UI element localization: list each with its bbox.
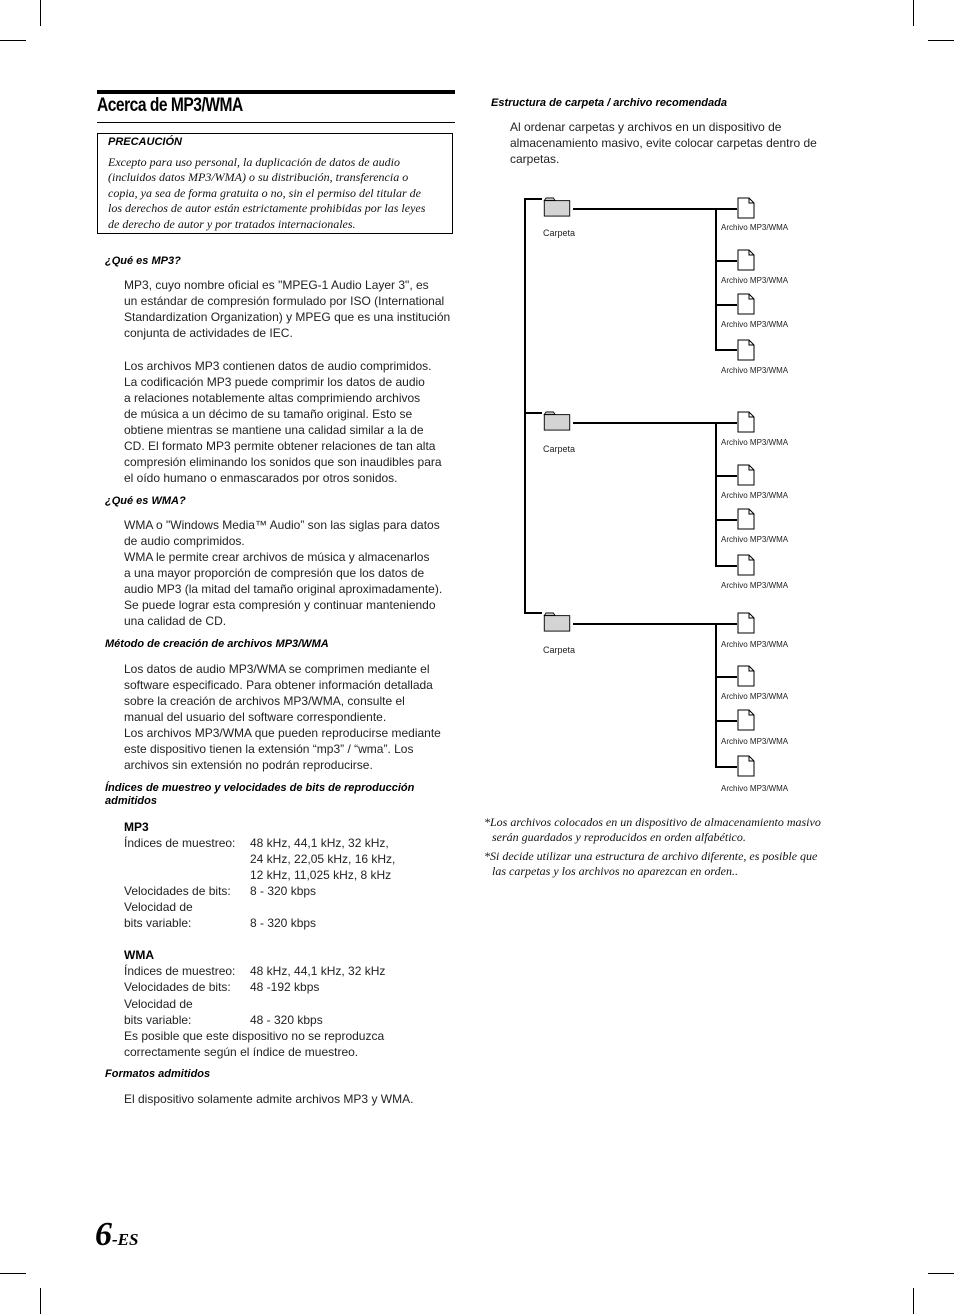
caution-line: los derechos de autor están estrictamente prohibidas por las leyes	[108, 201, 426, 216]
folder-structure-heading: Estructura de carpeta / archivo recomendada	[491, 97, 727, 109]
file-label: Archivo MP3/WMA	[721, 366, 789, 375]
crop-mark	[913, 0, 914, 26]
file-label: Archivo MP3/WMA	[721, 692, 789, 701]
text-line: Se puede lograr esta compresión y continuar manteniendo	[124, 598, 436, 612]
text-line: Al ordenar carpetas y archivos en un dispositivo de	[510, 120, 782, 134]
crop-mark	[928, 40, 954, 41]
text-line: Los datos de audio MP3/WMA se comprimen mediante el	[124, 662, 430, 676]
caution-heading: PRECAUCIÓN	[108, 136, 182, 148]
note-structure	[484, 849, 864, 879]
text-line: este dispositivo tienen la extensión “mp3” / “wma”. Los	[124, 742, 414, 756]
text-line: de música a un décimo de su tamaño original. Esto se	[124, 407, 413, 421]
spec-label: Velocidades de bits:	[124, 884, 231, 898]
title-rule	[97, 122, 455, 123]
caution-text	[108, 155, 453, 232]
tree-connector	[524, 198, 542, 200]
text-line: Los archivos MP3 contienen datos de audio comprimidos.	[124, 359, 432, 373]
section-heading-wma: ¿Qué es WMA?	[105, 495, 186, 507]
tree-connector	[715, 565, 737, 567]
folder-structure-intro	[510, 119, 850, 167]
tree-connector	[715, 422, 737, 424]
page-number-suffix: -ES	[112, 1230, 139, 1249]
text-line: WMA le permite crear archivos de música y almacenarlos	[124, 550, 430, 564]
spec-label: Índices de muestreo:	[124, 836, 236, 850]
text-line: CD. El formato MP3 permite obtener relaciones de tan alta	[124, 439, 436, 453]
heading-line: Índices de muestreo y velocidades de bits de reproducción	[105, 782, 415, 794]
spec-label: bits variable:	[124, 916, 192, 930]
note-line: Si decide utilizar una estructura de archivo diferente, es posible que	[490, 849, 818, 863]
folder-label: Carpeta	[543, 228, 576, 238]
text-line: La codificación MP3 puede comprimir los datos de audio	[124, 375, 425, 389]
tree-connector	[715, 720, 737, 722]
method-paragraph	[124, 661, 464, 773]
tree-connector	[715, 676, 737, 678]
text-line: de audio comprimidos.	[124, 534, 245, 548]
section-heading-method: Método de creación de archivos MP3/WMA	[105, 638, 329, 650]
crop-mark	[40, 0, 41, 26]
text-line: sobre la creación de archivos MP3/WMA, consulte el	[124, 694, 405, 708]
text-line: correctamente según el índice de muestreo.	[124, 1045, 359, 1059]
note-line: las carpetas y los archivos no aparezcan en orden..	[492, 864, 738, 878]
tree-connector	[715, 422, 717, 566]
page-number-digit: 6	[95, 1216, 112, 1253]
spec-value: 8 - 320 kbps	[250, 884, 317, 898]
tree-connector	[573, 422, 716, 424]
spec-value: 48 kHz, 44,1 kHz, 32 kHz,	[250, 836, 389, 850]
asterisk: *	[484, 849, 490, 863]
caution-line: Excepto para uso personal, la duplicación de datos de audio	[108, 155, 400, 169]
file-icon	[737, 709, 755, 731]
tree-connector	[715, 349, 737, 351]
note-line: Los archivos colocados en un dispositivo de almacenamiento masivo	[490, 815, 821, 829]
text-line: a una mayor proporción de compresión que los datos de	[124, 566, 425, 580]
file-label: Archivo MP3/WMA	[721, 535, 789, 544]
file-label: Archivo MP3/WMA	[721, 737, 789, 746]
file-icon	[737, 755, 755, 777]
file-icon	[737, 554, 755, 576]
file-label: Archivo MP3/WMA	[721, 581, 789, 590]
file-icon	[737, 665, 755, 687]
tree-connector	[715, 475, 737, 477]
spec-label: Velocidad de	[124, 900, 193, 914]
file-icon	[737, 293, 755, 315]
note-line: serán guardados y reproducidos en orden alfabético.	[492, 830, 746, 844]
crop-mark	[913, 1288, 914, 1314]
folder-icon	[542, 197, 572, 217]
text-line: conjunta de actividades de IEC.	[124, 326, 293, 340]
note-alphabetical	[484, 815, 864, 845]
mp3-spec-label: MP3	[124, 820, 149, 834]
folder-label: Carpeta	[543, 645, 576, 655]
wma-rate-note	[124, 1028, 464, 1060]
tree-connector	[524, 612, 542, 614]
file-label: Archivo MP3/WMA	[721, 438, 789, 447]
file-icon	[737, 411, 755, 433]
spec-value: 8 - 320 kbps	[250, 916, 317, 930]
section-heading-mp3: ¿Qué es MP3?	[105, 255, 181, 267]
caution-line: de derecho de autor y por tratados internacionales.	[108, 216, 356, 231]
text-line: el oído humano o enmascarados por otros sonidos.	[124, 471, 398, 485]
spec-value: 48 -192 kbps	[250, 980, 320, 994]
asterisk: *	[484, 815, 490, 829]
folder-icon	[542, 612, 572, 632]
crop-mark	[928, 1273, 954, 1274]
file-label: Archivo MP3/WMA	[721, 223, 789, 232]
text-line: manual del usuario del software correspondiente.	[124, 710, 387, 724]
heading-line: admitidos	[105, 795, 157, 807]
tree-connector	[524, 198, 526, 614]
tree-connector	[715, 623, 717, 767]
spec-value: 48 - 320 kbps	[250, 1013, 323, 1027]
spec-value: 48 kHz, 44,1 kHz, 32 kHz	[250, 964, 386, 978]
file-label: Archivo MP3/WMA	[721, 784, 789, 793]
tree-connector	[715, 304, 737, 306]
spec-label: Índices de muestreo:	[124, 964, 236, 978]
text-line: almacenamiento masivo, evite colocar carpetas dentro de	[510, 136, 817, 150]
file-label: Archivo MP3/WMA	[721, 491, 789, 500]
page-title: Acerca de MP3/WMA	[97, 95, 243, 116]
title-rule	[97, 90, 455, 94]
spec-value: 24 kHz, 22,05 kHz, 16 kHz,	[250, 852, 396, 866]
crop-mark	[0, 1273, 26, 1274]
tree-connector	[573, 623, 716, 625]
section-heading-rates	[105, 782, 414, 808]
text-line: un estándar de compresión formulado por ISO (International	[124, 294, 445, 308]
file-icon	[737, 249, 755, 271]
text-line: archivos sin extensión no podrán reproducirse.	[124, 758, 373, 772]
file-label: Archivo MP3/WMA	[721, 640, 789, 649]
file-label: Archivo MP3/WMA	[721, 276, 789, 285]
file-icon	[737, 612, 755, 634]
section-heading-formats: Formatos admitidos	[105, 1068, 211, 1080]
tree-connector	[524, 412, 542, 414]
text-line: Standardization Organization) y MPEG que es una institución	[124, 310, 451, 324]
text-line: WMA o "Windows Media™ Audio” son las siglas para datos	[124, 518, 440, 532]
tree-connector	[715, 208, 737, 210]
wma-paragraph	[124, 517, 464, 629]
text-line: software especificado. Para obtener información detallada	[124, 678, 433, 692]
text-line: Es posible que este dispositivo no se reproduzca	[124, 1029, 385, 1043]
spec-label: bits variable:	[124, 1013, 192, 1027]
tree-connector	[715, 260, 737, 262]
file-label: Archivo MP3/WMA	[721, 320, 789, 329]
folder-label: Carpeta	[543, 444, 576, 454]
page-number	[95, 1216, 138, 1254]
spec-label: Velocidades de bits:	[124, 980, 231, 994]
file-icon	[737, 508, 755, 530]
tree-connector	[715, 623, 737, 625]
file-icon	[737, 464, 755, 486]
file-icon	[737, 339, 755, 361]
formats-paragraph: El dispositivo solamente admite archivos MP3 y WMA.	[124, 1092, 414, 1106]
tree-connector	[715, 519, 737, 521]
text-line: a relaciones notablemente altas comprimiendo archivos	[124, 391, 421, 405]
spec-value: 12 kHz, 11,025 kHz, 8 kHz	[250, 868, 392, 882]
spec-label: Velocidad de	[124, 997, 193, 1011]
text-line: una calidad de CD.	[124, 614, 227, 628]
caution-line: (incluidos datos MP3/WMA) o su distribución, transferencia o	[108, 170, 409, 185]
mp3-paragraph-2	[124, 358, 464, 486]
crop-mark	[0, 40, 26, 41]
text-line: MP3, cuyo nombre oficial es "MPEG-1 Audio Layer 3", es	[124, 278, 429, 292]
text-line: audio MP3 (la mitad del tamaño original aproximadamente).	[124, 582, 443, 596]
text-line: Los archivos MP3/WMA que pueden reproducirse mediante	[124, 726, 441, 740]
tree-connector	[715, 766, 737, 768]
wma-spec-label: WMA	[124, 948, 154, 962]
text-line: carpetas.	[510, 152, 560, 166]
text-line: compresión eliminando los sonidos que son inaudibles para	[124, 455, 442, 469]
file-icon	[737, 197, 755, 219]
tree-connector	[715, 208, 717, 350]
tree-connector	[573, 208, 716, 210]
caution-line: copia, ya sea de forma gratuita o no, sin el permiso del titular de	[108, 185, 421, 200]
text-line: obtiene mientras se mantiene una calidad similar a la de	[124, 423, 424, 437]
folder-icon	[542, 411, 572, 431]
crop-mark	[40, 1288, 41, 1314]
mp3-paragraph-1	[124, 277, 464, 341]
